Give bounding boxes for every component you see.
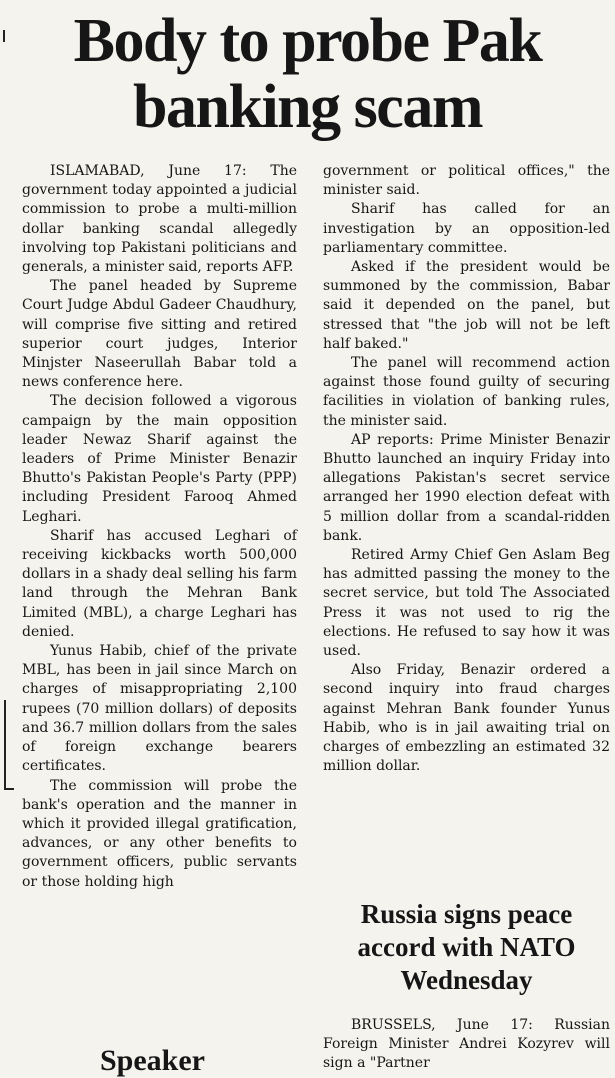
article-paragraph: Asked if the president would be summoned by the commission, Babar said it depended on the panel, but stressed that "the job will not be left half baked."	[323, 259, 610, 352]
article-paragraph: government or political offices," the minister said.	[323, 163, 610, 199]
article-paragraph: Retired Army Chief Gen Aslam Beg has admitted passing the money to the secret service, but told The Associated Press it was not used to rig the elections. He refused to say how it was used.	[323, 547, 610, 660]
article-paragraph: The panel headed by Supreme Court Judge Abdul Gadeer Chaudhury, will comprise five sitting and retired superior court judges, Interior Minjster Naseerullah Babar told a news conference here.	[22, 278, 297, 391]
article-paragraph: Yunus Habib, chief of the private MBL, has been in jail since March on charges of misappropriating 2,100 rupees (70 million dollars) of deposits and 36.7 million dollars from the sales of foreign exchange bearers certificates.	[22, 643, 297, 775]
dateline-paragraph: BRUSSELS, June 17: Russian Foreign Minister Andrei Kozyrev will sign a "Partner	[323, 1017, 610, 1072]
sub-headline: Russia signs peace accord with NATO Wednesday	[357, 899, 576, 995]
headline: Body to probe Pak banking scam	[73, 7, 542, 141]
article-paragraph: The commission will probe the bank's operation and the manner in which it provided illegal gratification, advances, or any other benefits to government officers, public servants or those holding high	[22, 777, 297, 890]
article-paragraph: ISLAMABAD, June 17: The government today appointed a judicial commission to probe a multi-million dollar banking scandal allegedly involving top Pakistani politicians and generals, a minister said, reports AFP.	[22, 163, 297, 276]
left-column	[22, 162, 297, 892]
article-paragraph: AP reports: Prime Minister Benazir Bhutto launched an inquiry Friday into allegations Pakistan's secret service arranged her 1990 election defeat with 5 million dollar from a scandal-ridden bank.	[323, 431, 610, 544]
article-paragraph: Sharif has called for an investigation by an opposition-led parliamentary committee.	[323, 201, 610, 256]
article-paragraph: The decision followed a vigorous campaign by the main opposition leader Newaz Sharif against the leaders of Prime Minister Benazir Bhutto's Pakistan People's Party (PPP) including President Farooq Ahmed Leghari.	[22, 393, 297, 525]
article-paragraph: The panel will recommend action against those found guilty of securing facilities in violation of banking rules, the minister said.	[323, 355, 610, 429]
article-paragraph: Sharif has accused Leghari of receiving kickbacks worth 500,000 dollars in a shady deal selling his farm land through the Mehran Bank Limited (MBL), a charge Leghari has denied.	[22, 527, 297, 640]
right-column	[323, 162, 610, 777]
column-bracket	[4, 700, 14, 790]
column-rule	[3, 30, 5, 42]
article-paragraph: Also Friday, Benazir ordered a second inquiry into fraud charges against Mehran Bank founder Yunus Habib, who is in jail awaiting trial on charges of embezzling an estimated 32 million dollar.	[323, 662, 610, 775]
next-headline-fragment: Speaker	[100, 1044, 205, 1077]
